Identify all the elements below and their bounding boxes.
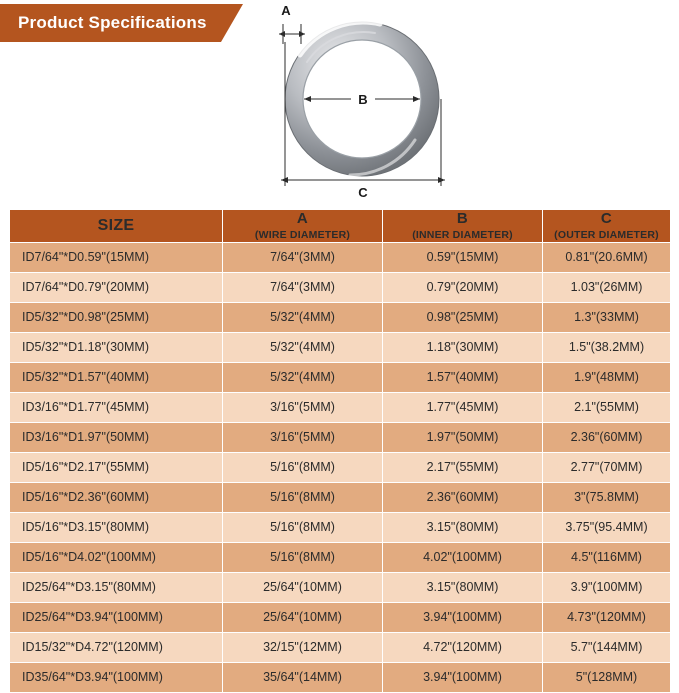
table-row — [10, 572, 671, 602]
cell-a: 3/16"(5MM) — [223, 392, 383, 422]
table-row — [10, 602, 671, 632]
table-header-row — [10, 210, 671, 243]
column-header-size-main: SIZE — [97, 216, 135, 234]
cell-b: 4.72"(120MM) — [383, 632, 543, 662]
cell-a: 7/64"(3MM) — [223, 272, 383, 302]
cell-c: 1.3"(33MM) — [543, 302, 671, 332]
cell-a: 5/16"(8MM) — [223, 542, 383, 572]
table-body — [10, 242, 671, 692]
table-row — [10, 242, 671, 272]
cell-size: ID5/16"*D3.15"(80MM) — [10, 512, 223, 542]
cell-size: ID5/16"*D2.17"(55MM) — [10, 452, 223, 482]
banner-body — [0, 4, 221, 42]
cell-c: 3"(75.8MM) — [543, 482, 671, 512]
cell-b: 1.97"(50MM) — [383, 422, 543, 452]
table-row — [10, 452, 671, 482]
cell-a: 5/16"(8MM) — [223, 482, 383, 512]
cell-b: 2.36"(60MM) — [383, 482, 543, 512]
cell-c: 2.36"(60MM) — [543, 422, 671, 452]
cell-size: ID3/16"*D1.97"(50MM) — [10, 422, 223, 452]
label-c: C — [358, 185, 368, 200]
table-row — [10, 422, 671, 452]
cell-b: 0.59"(15MM) — [383, 242, 543, 272]
table-row — [10, 662, 671, 692]
column-header-b — [383, 210, 543, 243]
cell-c: 4.5"(116MM) — [543, 542, 671, 572]
table-header — [10, 210, 671, 243]
cell-c: 1.5"(38.2MM) — [543, 332, 671, 362]
table-row — [10, 332, 671, 362]
cell-c: 5"(128MM) — [543, 662, 671, 692]
ring-diagram — [255, 0, 475, 200]
cell-c: 0.81"(20.6MM) — [543, 242, 671, 272]
label-a: A — [281, 3, 291, 18]
column-header-a-sub: (WIRE DIAMETER) — [254, 228, 351, 241]
label-b: B — [358, 92, 368, 107]
cell-b: 3.15"(80MM) — [383, 512, 543, 542]
banner-tail-shape — [221, 4, 243, 42]
specifications-table — [9, 209, 671, 693]
column-header-a-main: A — [296, 210, 309, 227]
column-header-size — [10, 210, 223, 243]
table-row — [10, 392, 671, 422]
table-row — [10, 302, 671, 332]
table-row — [10, 482, 671, 512]
cell-b: 2.17"(55MM) — [383, 452, 543, 482]
cell-a: 32/15"(12MM) — [223, 632, 383, 662]
cell-a: 5/16"(8MM) — [223, 452, 383, 482]
cell-c: 2.1"(55MM) — [543, 392, 671, 422]
table-row — [10, 542, 671, 572]
cell-a: 25/64"(10MM) — [223, 572, 383, 602]
table-row — [10, 362, 671, 392]
cell-c: 2.77"(70MM) — [543, 452, 671, 482]
table-row — [10, 272, 671, 302]
cell-size: ID3/16"*D1.77"(45MM) — [10, 392, 223, 422]
cell-a: 5/32"(4MM) — [223, 302, 383, 332]
cell-a: 35/64"(14MM) — [223, 662, 383, 692]
cell-size: ID25/64"*D3.15"(80MM) — [10, 572, 223, 602]
cell-size: ID5/16"*D4.02"(100MM) — [10, 542, 223, 572]
column-header-a — [223, 210, 383, 243]
cell-a: 7/64"(3MM) — [223, 242, 383, 272]
cell-b: 0.79"(20MM) — [383, 272, 543, 302]
cell-a: 3/16"(5MM) — [223, 422, 383, 452]
column-header-b-main: B — [456, 210, 469, 227]
cell-c: 3.75"(95.4MM) — [543, 512, 671, 542]
cell-a: 5/16"(8MM) — [223, 512, 383, 542]
cell-c: 3.9"(100MM) — [543, 572, 671, 602]
cell-size: ID35/64"*D3.94"(100MM) — [10, 662, 223, 692]
table-row — [10, 512, 671, 542]
cell-a: 5/32"(4MM) — [223, 332, 383, 362]
cell-size: ID5/32"*D1.18"(30MM) — [10, 332, 223, 362]
banner — [0, 4, 243, 42]
cell-size: ID15/32"*D4.72"(120MM) — [10, 632, 223, 662]
page-title: Product Specifications — [18, 13, 207, 32]
cell-b: 3.94"(100MM) — [383, 662, 543, 692]
cell-size: ID5/32"*D0.98"(25MM) — [10, 302, 223, 332]
cell-c: 4.73"(120MM) — [543, 602, 671, 632]
cell-size: ID7/64"*D0.79"(20MM) — [10, 272, 223, 302]
cell-a: 5/32"(4MM) — [223, 362, 383, 392]
column-header-c-main: C — [600, 210, 613, 227]
cell-c: 1.9"(48MM) — [543, 362, 671, 392]
column-header-b-sub: (INNER DIAMETER) — [412, 228, 513, 241]
cell-a: 25/64"(10MM) — [223, 602, 383, 632]
cell-size: ID7/64"*D0.59"(15MM) — [10, 242, 223, 272]
cell-b: 3.94"(100MM) — [383, 602, 543, 632]
cell-b: 0.98"(25MM) — [383, 302, 543, 332]
cell-b: 4.02"(100MM) — [383, 542, 543, 572]
cell-b: 1.18"(30MM) — [383, 332, 543, 362]
table-row — [10, 632, 671, 662]
cell-c: 1.03"(26MM) — [543, 272, 671, 302]
cell-size: ID5/32"*D1.57"(40MM) — [10, 362, 223, 392]
column-header-c-sub: (OUTER DIAMETER) — [554, 228, 659, 241]
o-ring-icon — [255, 0, 475, 200]
cell-size: ID25/64"*D3.94"(100MM) — [10, 602, 223, 632]
cell-size: ID5/16"*D2.36"(60MM) — [10, 482, 223, 512]
cell-b: 1.77"(45MM) — [383, 392, 543, 422]
cell-b: 1.57"(40MM) — [383, 362, 543, 392]
cell-c: 5.7"(144MM) — [543, 632, 671, 662]
column-header-c — [543, 210, 671, 243]
cell-b: 3.15"(80MM) — [383, 572, 543, 602]
